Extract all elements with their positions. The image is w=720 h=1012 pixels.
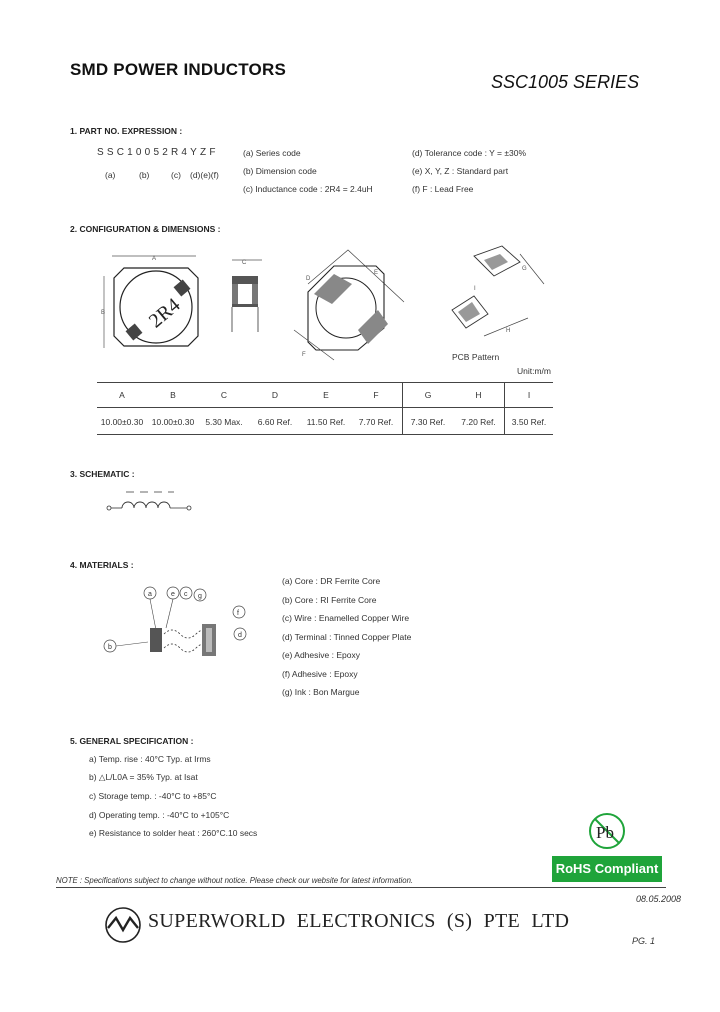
svg-text:C: C [242, 260, 247, 266]
material-item-d: (d) Terminal : Tinned Copper Plate [282, 632, 412, 642]
table-header-cell: C [220, 390, 228, 400]
table-value-cell: 11.50 Ref. [306, 417, 346, 427]
pb-symbol: Pb [596, 823, 614, 842]
unit-label: Unit:m/m [517, 366, 551, 376]
spec-item-e: e) Resistance to solder heat : 260°C.10 secs [89, 828, 258, 838]
table-value-cell: 7.70 Ref. [358, 417, 394, 427]
svg-text:B: B [101, 310, 106, 316]
code-label-b: (b) [139, 170, 150, 180]
callout-d: d [238, 632, 242, 639]
inductor-schematic [104, 488, 194, 522]
footer-note: NOTE : Specifications subject to change without notice. Please check our website for latest information. [56, 876, 414, 885]
page-number: PG. 1 [632, 936, 656, 946]
svg-text:F: F [302, 352, 306, 358]
series-name: SSC1005 SERIES [491, 72, 640, 92]
callout-a: a [148, 591, 152, 598]
table-mid-rule [97, 407, 553, 408]
table-header-cell: F [373, 390, 379, 400]
table-header-cell: A [119, 390, 125, 400]
table-header-cell: E [323, 390, 329, 400]
svg-text:I: I [474, 286, 476, 292]
section-configuration-heading: 2. CONFIGURATION & DIMENSIONS : [70, 224, 221, 234]
callout-f: f [237, 610, 239, 617]
spec-item-c: c) Storage temp. : -40°C to +85°C [89, 791, 217, 801]
svg-text:G: G [522, 266, 527, 272]
table-header-cell: D [271, 390, 279, 400]
table-value-cell: 10.00±0.30 [151, 417, 195, 427]
callout-g: g [198, 593, 202, 600]
table-top-rule [97, 382, 553, 383]
section-part-no-heading: 1. PART NO. EXPRESSION : [70, 126, 183, 136]
document-date: 08.05.2008 [636, 894, 682, 904]
table-value-cell: 3.50 Ref. [511, 417, 547, 427]
pcb-pattern-drawing [444, 240, 554, 350]
table-header-cell: B [170, 390, 176, 400]
company-name: SUPERWORLD ELECTRONICS (S) PTE LTD [148, 910, 570, 932]
table-value-cell: 5.30 Max. [205, 417, 243, 427]
svg-text:E: E [374, 270, 379, 276]
callout-b: b [108, 644, 112, 651]
code-label-def: (d)(e)(f) [190, 170, 219, 180]
material-item-g: (g) Ink : Bon Margue [282, 687, 360, 697]
material-item-b: (b) Core : RI Ferrite Core [282, 595, 377, 605]
part-number-code: SSC10052R4YZF [97, 147, 219, 158]
code-label-c: (c) [171, 170, 181, 180]
table-value-cell: 10.00±0.30 [100, 417, 144, 427]
top-view-drawing [96, 252, 206, 352]
section-schematic-heading: 3. SCHEMATIC : [70, 469, 135, 479]
callout-c: c [184, 591, 188, 598]
materials-cross-section [100, 584, 260, 664]
legend-inductance-code: (c) Inductance code : 2R4 = 2.4uH [243, 184, 373, 194]
legend-dimension-code: (b) Dimension code [243, 166, 317, 176]
table-value-cell: 7.20 Ref. [461, 417, 496, 427]
spec-item-b: b) △L/L0A = 35% Typ. at Isat [89, 772, 198, 782]
legend-series-code: (a) Series code [243, 148, 301, 158]
svg-text:H: H [506, 328, 511, 334]
section-general-spec-heading: 5. GENERAL SPECIFICATION : [70, 736, 194, 746]
code-label-a: (a) [105, 170, 116, 180]
legend-lead-free: (f) F : Lead Free [412, 184, 474, 194]
callout-e: e [171, 591, 175, 598]
document-title: SMD POWER INDUCTORS [70, 60, 286, 79]
table-header-cell: I [527, 390, 531, 400]
spec-item-d: d) Operating temp. : -40°C to +105°C [89, 810, 230, 820]
table-header-cell: G [424, 390, 432, 400]
side-view-drawing [226, 254, 266, 334]
section-materials-heading: 4. MATERIALS : [70, 560, 134, 570]
legend-tolerance-code: (d) Tolerance code : Y = ±30% [412, 148, 527, 158]
svg-text:A: A [152, 256, 157, 262]
material-item-a: (a) Core : DR Ferrite Core [282, 576, 381, 586]
pcb-pattern-label: PCB Pattern [452, 352, 500, 362]
legend-standard-part: (e) X, Y, Z : Standard part [412, 166, 509, 176]
table-header-cell: H [475, 390, 482, 400]
table-value-cell: 6.60 Ref. [257, 417, 293, 427]
footer-rule [56, 887, 666, 888]
bottom-view-drawing [288, 244, 408, 364]
material-item-f: (f) Adhesive : Epoxy [282, 669, 358, 679]
lead-free-icon [586, 810, 628, 852]
material-item-c: (c) Wire : Enamelled Copper Wire [282, 613, 410, 623]
rohs-compliant-badge: RoHS Compliant [552, 856, 662, 882]
company-logo-icon [104, 906, 142, 944]
svg-text:D: D [306, 276, 311, 282]
spec-item-a: a) Temp. rise : 40°C Typ. at Irms [89, 754, 211, 764]
table-bottom-rule [97, 434, 553, 435]
material-item-e: (e) Adhesive : Epoxy [282, 650, 360, 660]
inductor-marking: 2R4 [144, 293, 185, 333]
table-value-cell: 7.30 Ref. [410, 417, 446, 427]
